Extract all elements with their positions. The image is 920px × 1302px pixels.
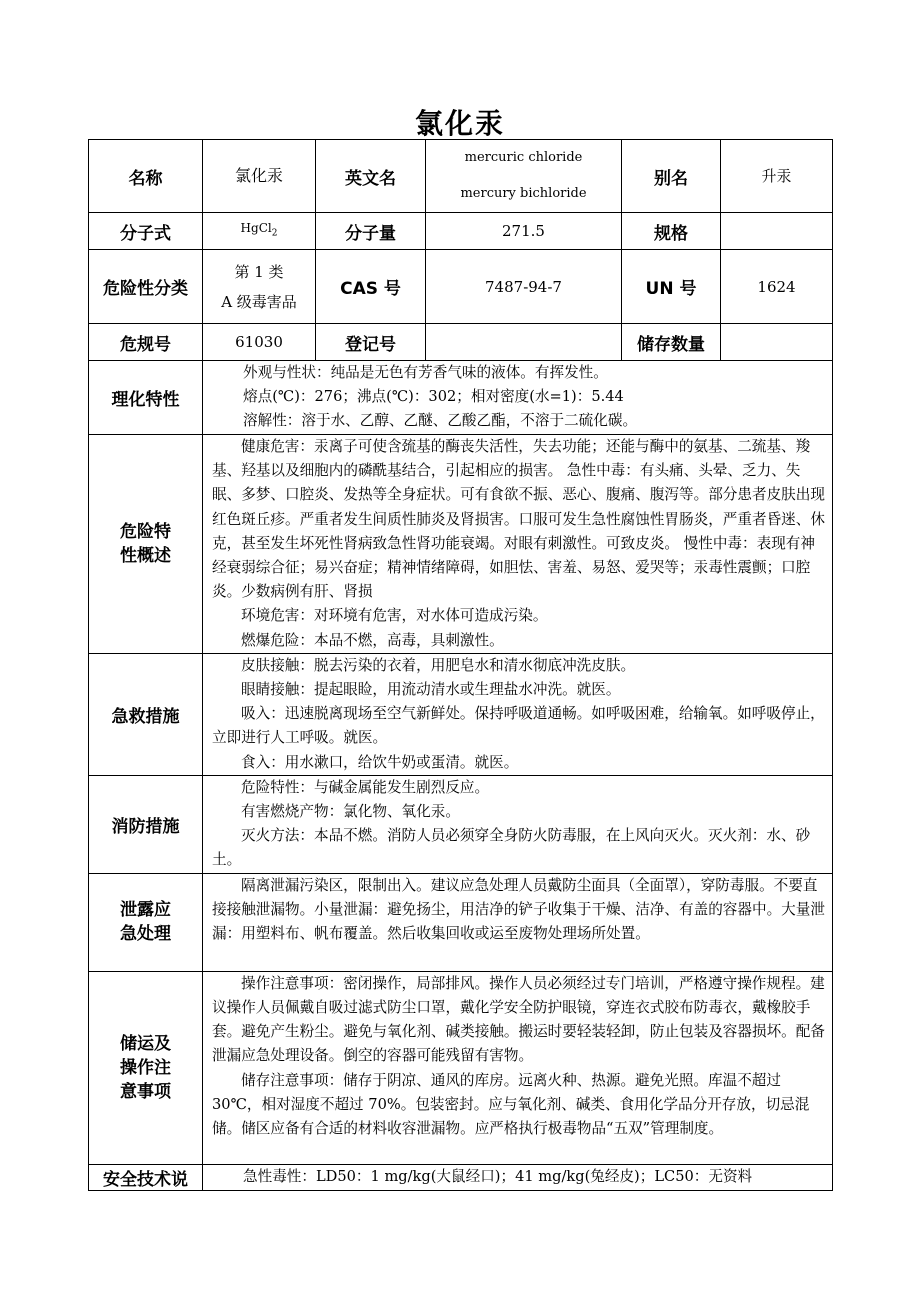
hazard-class-1: 第 1 类 <box>234 262 284 281</box>
row-formula <box>89 213 833 250</box>
name-value: 氯化汞 <box>203 140 316 213</box>
registration-label: 登记号 <box>316 324 426 361</box>
molecular-weight-value: 271.5 <box>426 213 622 250</box>
physchem-content <box>203 361 833 435</box>
leak-text: 隔离泄漏污染区，限制出入。建议应急处理人员戴防尘面具（全面罩），穿防毒服。不要直接接触泄漏物。小量泄漏：避免扬尘，用洁净的铲子收集于干燥、洁净、有盖的容器中。大量泄漏：用塑料布、帆布覆盖。然后收集回收或运至废物处理场所处置。 <box>212 876 825 943</box>
hazard-class-2: A 级毒害品 <box>221 292 297 311</box>
dangerous-goods-no-value: 61030 <box>203 324 316 361</box>
un-value: 1624 <box>721 250 833 324</box>
hazard-class-label: 危险性分类 <box>89 250 203 324</box>
storage-text: 储存注意事项：储存于阴凉、通风的库房。远离火种、热源。避免光照。库温不超过 30℃，相对湿度不超过 70%。包装密封。应与氧化剂、碱类、食用化学品分开存放，切忌混储。储区应备有合适的材料收容泄漏物。应严格执行极毒物品“五双”管理制度。 <box>212 1071 810 1138</box>
spec-value <box>721 213 833 250</box>
row-hazard-overview <box>89 435 833 654</box>
row-physchem <box>89 361 833 435</box>
leak-content <box>203 873 833 971</box>
formula-label: 分子式 <box>89 213 203 250</box>
fire-hazard-text: 危险特性：与碱金属能发生剧烈反应。 <box>241 778 490 796</box>
physchem-line: 熔点(℃)：276；沸点(℃)：302；相对密度(水=1)：5.44 <box>243 388 624 406</box>
safety-content <box>203 1164 833 1190</box>
english-name-value <box>426 140 622 213</box>
dangerous-goods-no-label: 危规号 <box>89 324 203 361</box>
physchem-label: 理化特性 <box>89 361 203 435</box>
alias-value: 升汞 <box>721 140 833 213</box>
formula-main: HgCl <box>240 221 272 236</box>
row-safety <box>89 1164 833 1190</box>
leak-label-1: 泄露应 <box>120 900 171 921</box>
molecular-weight-label: 分子量 <box>316 213 426 250</box>
msds-table <box>88 139 833 1191</box>
acute-toxicity-text: 急性毒性：LD50：1 mg/kg(大鼠经口)；41 mg/kg(兔经皮)；LC50：无资料 <box>243 1168 753 1186</box>
cas-label: CAS 号 <box>316 250 426 324</box>
storage-content <box>203 971 833 1164</box>
handling-text: 操作注意事项：密闭操作，局部排风。操作人员必须经过专门培训，严格遵守操作规程。建议操作人员佩戴自吸过滤式防尘口罩，戴化学安全防护眼镜，穿连衣式胶布防毒衣，戴橡胶手套。避免产生粉尘。避免与氧化剂、碱类接触。搬运时要轻装轻卸，防止包装及容器损坏。配备泄漏应急处理设备。倒空的容器可能残留有害物。 <box>212 974 825 1065</box>
alias-label: 别名 <box>622 140 721 213</box>
health-hazard-text: 健康危害：汞离子可使含巯基的酶丧失活性，失去功能；还能与酶中的氨基、二巯基、羧基、羟基以及细胞内的磷酰基结合，引起相应的损害。 急性中毒：有头痛、头晕、乏力、失眠、多梦、口腔炎、发热等全身症状。可有食欲不振、恶心、腹痛、腹泻等。部分患者皮肤出现红色斑丘疹。严重者发生间质性肺炎及肾损害。口服可发生急性腐蚀性胃肠炎，严重者昏迷、休克，甚至发生坏死性肾病致急性肾功能衰竭。对眼有刺激性。可致皮炎。 慢性中毒：表现有神经衰弱综合征；易兴奋症；精神情绪障碍，如胆怯、害羞、易怒、爱哭等；汞毒性震颤；口腔炎。少数病例有肝、肾损 <box>212 438 825 601</box>
row-reg <box>89 324 833 361</box>
safety-label: 安全技术说 <box>89 1164 203 1190</box>
row-name <box>89 140 833 213</box>
leak-label-2: 急处理 <box>120 924 171 945</box>
skin-contact-text: 皮肤接触：脱去污染的衣着，用肥皂水和清水彻底冲洗皮肤。 <box>241 656 636 674</box>
row-first-aid <box>89 653 833 775</box>
hazard-class-value <box>203 250 316 324</box>
first-aid-label: 急救措施 <box>89 653 203 775</box>
registration-value <box>426 324 622 361</box>
name-label: 名称 <box>89 140 203 213</box>
first-aid-content <box>203 653 833 775</box>
fire-explosion-hazard-text: 燃爆危险：本品不燃，高毒，具刺激性。 <box>241 631 504 649</box>
hazard-overview-label-1: 危险特 <box>120 521 171 542</box>
row-storage <box>89 971 833 1164</box>
english-name-2: mercury bichloride <box>460 186 587 201</box>
inhalation-text: 吸入：迅速脱离现场至空气新鲜处。保持呼吸道通畅。如呼吸困难，给输氧。如呼吸停止，立即进行人工呼吸。就医。 <box>212 705 825 747</box>
storage-label-2: 操作注 <box>120 1057 171 1078</box>
leak-label <box>89 873 203 971</box>
hazard-overview-label <box>89 435 203 654</box>
environment-hazard-text: 环境危害：对环境有危害，对水体可造成污染。 <box>241 607 548 625</box>
row-fire-fighting <box>89 775 833 873</box>
english-name-label: 英文名 <box>316 140 426 213</box>
storage-qty-label: 储存数量 <box>622 324 721 361</box>
hazard-overview-content <box>203 435 833 654</box>
extinguishing-method-text: 灭火方法：本品不燃。消防人员必须穿全身防火防毒服，在上风向灭火。灭火剂：水、砂土。 <box>212 827 811 869</box>
storage-label-1: 储运及 <box>120 1033 171 1054</box>
un-label: UN 号 <box>622 250 721 324</box>
physchem-line: 外观与性状：纯品是无色有芳香气味的液体。有挥发性。 <box>243 364 608 381</box>
combustion-products-text: 有害燃烧产物：氯化物、氧化汞。 <box>241 803 460 821</box>
storage-qty-value <box>721 324 833 361</box>
formula-value <box>203 213 316 250</box>
fire-fighting-label: 消防措施 <box>89 775 203 873</box>
hazard-overview-label-2: 性概述 <box>120 545 171 566</box>
spec-label: 规格 <box>622 213 721 250</box>
storage-label-3: 意事项 <box>120 1081 171 1102</box>
english-name-1: mercuric chloride <box>464 150 583 165</box>
ingestion-text: 食入：用水漱口，给饮牛奶或蛋清。就医。 <box>241 753 519 771</box>
physchem-line: 溶解性：溶于水、乙醇、乙醚、乙酸乙酯，不溶于二硫化碳。 <box>243 412 638 430</box>
row-hazard-class <box>89 250 833 324</box>
row-leak <box>89 873 833 971</box>
storage-label <box>89 971 203 1164</box>
fire-fighting-content <box>203 775 833 873</box>
page-title: 氯化汞 <box>414 107 505 140</box>
formula-sub: 2 <box>271 228 278 239</box>
cas-value: 7487-94-7 <box>426 250 622 324</box>
eye-contact-text: 眼睛接触：提起眼睑，用流动清水或生理盐水冲洗。就医。 <box>241 681 621 699</box>
